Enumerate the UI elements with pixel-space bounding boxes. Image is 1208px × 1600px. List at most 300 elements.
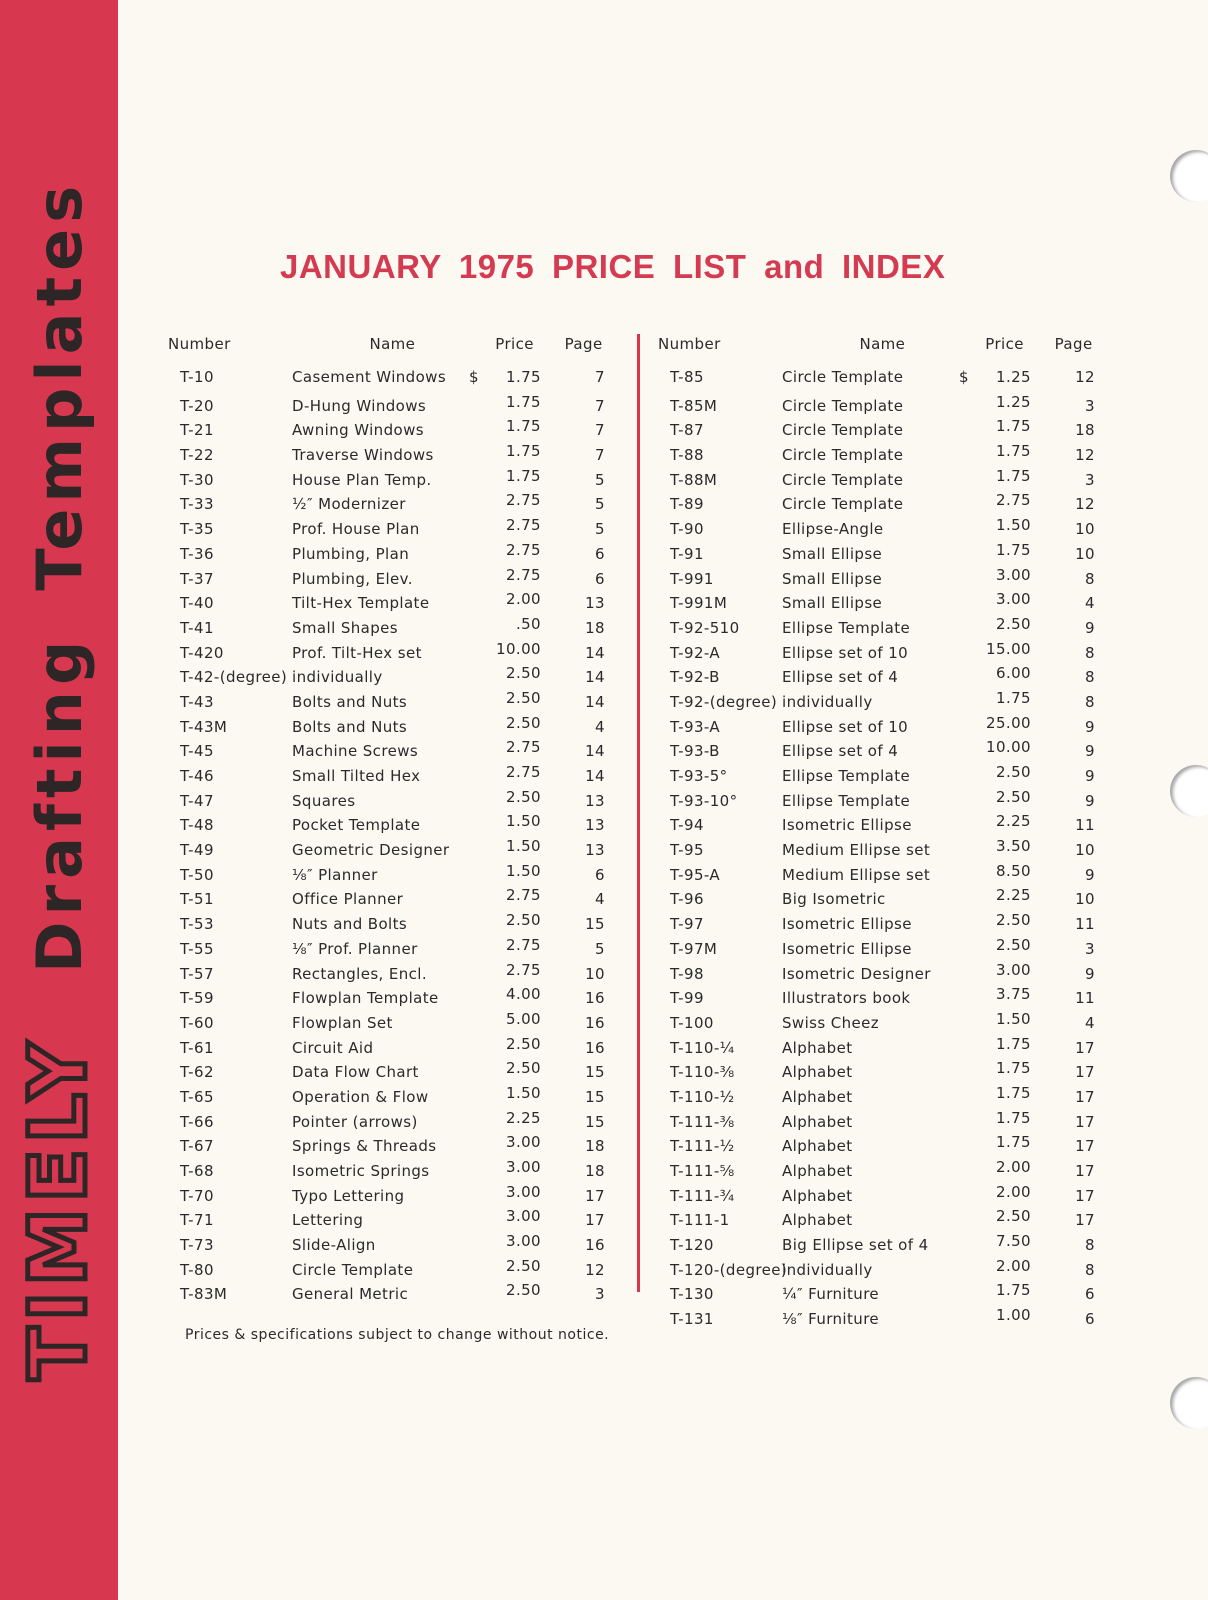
item-price — [959, 862, 1039, 880]
table-row — [168, 1133, 613, 1158]
table-row — [168, 812, 613, 837]
item-price — [959, 961, 1039, 979]
item-price — [469, 566, 549, 584]
item-page: 18 — [1075, 421, 1095, 440]
item-price — [959, 1010, 1039, 1028]
item-number: T-111-1 — [670, 1211, 730, 1230]
item-name: General Metric — [292, 1285, 409, 1304]
item-price — [959, 788, 1039, 806]
table-row — [168, 516, 613, 541]
item-name: Circle Template — [782, 368, 904, 386]
item-price — [469, 1183, 549, 1201]
currency-symbol — [959, 862, 973, 880]
price-table-left — [168, 335, 613, 1306]
item-price — [959, 1207, 1039, 1225]
price-amount: 1.75 — [506, 466, 541, 485]
item-name: Ellipse set of 10 — [782, 643, 909, 662]
item-page: 11 — [1075, 915, 1095, 934]
price-amount: 2.50 — [506, 713, 541, 732]
item-name: individually — [782, 1260, 873, 1279]
item-price — [469, 417, 549, 435]
item-number: T-22 — [180, 446, 214, 465]
item-name: individually — [782, 692, 873, 711]
currency-symbol — [469, 1059, 483, 1077]
item-page: 17 — [1075, 1063, 1095, 1082]
table-row — [658, 516, 1103, 541]
item-page: 15 — [585, 1063, 605, 1082]
table-row — [168, 590, 613, 615]
price-amount: 3.00 — [506, 1232, 541, 1251]
item-price — [959, 837, 1039, 855]
item-price — [959, 1109, 1039, 1127]
item-name: Prof. Tilt-Hex set — [292, 643, 422, 662]
currency-symbol — [959, 961, 973, 979]
item-price — [469, 886, 549, 904]
price-amount: 3.00 — [996, 960, 1031, 979]
item-page: 12 — [585, 1260, 605, 1279]
price-amount: 4.00 — [506, 985, 541, 1004]
sidebar-title — [23, 180, 96, 973]
header-price: Price — [985, 335, 1024, 353]
item-number: T-991 — [670, 569, 714, 588]
price-amount: 2.50 — [996, 1207, 1031, 1226]
item-price — [959, 911, 1039, 929]
currency-symbol — [469, 442, 483, 460]
item-number: T-47 — [180, 791, 214, 810]
item-price — [469, 812, 549, 830]
item-price — [959, 640, 1039, 658]
table-row — [658, 763, 1103, 788]
item-price — [469, 368, 549, 386]
table-row — [168, 1010, 613, 1035]
currency-symbol — [959, 812, 973, 830]
currency-symbol — [959, 763, 973, 781]
item-name: Ellipse-Angle — [782, 520, 884, 539]
item-number: T-93-10° — [670, 791, 738, 810]
item-page: 4 — [595, 717, 605, 736]
price-amount: 1.50 — [506, 1083, 541, 1102]
currency-symbol — [959, 936, 973, 954]
item-number: T-111-⅜ — [670, 1112, 735, 1131]
table-row — [168, 1207, 613, 1232]
price-amount: 1.50 — [996, 516, 1031, 535]
currency-symbol — [469, 393, 483, 411]
item-number: T-98 — [670, 964, 704, 983]
price-amount: 1.75 — [996, 1281, 1031, 1300]
item-page: 13 — [585, 594, 605, 613]
table-row — [658, 1232, 1103, 1257]
item-price — [959, 368, 1039, 386]
item-price — [959, 1232, 1039, 1250]
currency-symbol — [469, 615, 483, 633]
item-page: 8 — [1085, 1236, 1095, 1255]
price-amount: 1.75 — [996, 442, 1031, 461]
item-price — [959, 1183, 1039, 1201]
item-name: Ellipse set of 4 — [782, 742, 899, 761]
currency-symbol — [959, 1257, 973, 1275]
item-number: T-111-¾ — [670, 1186, 735, 1205]
item-page: 3 — [1085, 470, 1095, 489]
item-page: 10 — [1075, 544, 1095, 563]
price-amount: 10.00 — [986, 738, 1031, 757]
table-row — [168, 442, 613, 467]
price-amount: 2.25 — [506, 1108, 541, 1127]
item-price — [959, 442, 1039, 460]
item-price — [469, 491, 549, 509]
item-number: T-97 — [670, 915, 704, 934]
item-page: 5 — [595, 520, 605, 539]
item-page: 18 — [585, 1162, 605, 1180]
item-price — [959, 936, 1039, 954]
currency-symbol — [469, 491, 483, 509]
table-row — [658, 1158, 1103, 1183]
item-number: T-91 — [670, 544, 704, 563]
item-price — [959, 566, 1039, 584]
item-name: Rectangles, Encl. — [292, 964, 428, 983]
item-price — [469, 1010, 549, 1028]
currency-symbol — [469, 1158, 483, 1176]
item-page: 6 — [1085, 1310, 1095, 1329]
currency-symbol — [959, 417, 973, 435]
item-name: D-Hung Windows — [292, 396, 427, 415]
currency-symbol: $ — [469, 368, 479, 386]
item-page: 10 — [1075, 841, 1095, 860]
currency-symbol — [959, 664, 973, 682]
price-amount: 2.25 — [996, 812, 1031, 831]
price-amount: 2.50 — [506, 1034, 541, 1053]
item-price — [959, 1035, 1039, 1053]
item-price — [469, 1158, 549, 1176]
item-number: T-96 — [670, 890, 704, 909]
item-price — [469, 936, 549, 954]
item-number: T-991M — [670, 594, 728, 613]
currency-symbol — [959, 837, 973, 855]
item-name: Pointer (arrows) — [292, 1112, 418, 1131]
price-amount: 2.50 — [506, 688, 541, 707]
price-amount: 3.00 — [506, 1133, 541, 1152]
currency-symbol — [959, 393, 973, 411]
table-row — [658, 417, 1103, 442]
price-amount: .50 — [515, 614, 541, 633]
item-number: T-21 — [180, 421, 214, 440]
item-price — [469, 1133, 549, 1151]
item-page: 16 — [585, 1038, 605, 1057]
price-amount: 2.75 — [506, 763, 541, 781]
item-name: Circle Template — [782, 421, 904, 440]
currency-symbol — [469, 640, 483, 658]
item-page: 15 — [585, 1112, 605, 1131]
page-title: JANUARY 1975 PRICE LIST and INDEX — [280, 248, 946, 285]
item-name: Circle Template — [782, 495, 904, 514]
price-amount: 5.00 — [506, 1009, 541, 1028]
item-page: 9 — [1085, 791, 1095, 810]
item-name: Ellipse Template — [782, 791, 911, 810]
item-price — [959, 516, 1039, 534]
item-number: T-67 — [180, 1137, 214, 1156]
item-name: Isometric Ellipse — [782, 939, 912, 958]
item-name: Squares — [292, 791, 356, 810]
item-name: Plumbing, Plan — [292, 544, 410, 563]
price-amount: 1.75 — [996, 1108, 1031, 1127]
column-divider — [637, 334, 640, 1292]
price-amount: 10.00 — [496, 639, 541, 658]
item-number: T-41 — [180, 618, 214, 637]
item-price — [469, 763, 549, 781]
table-row — [168, 763, 613, 788]
item-page: 10 — [1075, 890, 1095, 909]
price-amount: 1.50 — [506, 812, 541, 831]
price-amount: 2.75 — [506, 516, 541, 535]
table-row — [658, 738, 1103, 763]
currency-symbol — [959, 1281, 973, 1299]
table-row — [658, 566, 1103, 591]
item-name: Circle Template — [782, 446, 904, 465]
item-name: Plumbing, Elev. — [292, 569, 413, 588]
item-price — [469, 1281, 549, 1299]
currency-symbol — [469, 1257, 483, 1275]
item-price — [469, 1109, 549, 1127]
price-amount: 7.50 — [996, 1232, 1031, 1251]
item-number: T-43M — [180, 717, 228, 736]
item-page: 17 — [1075, 1087, 1095, 1106]
item-price — [469, 837, 549, 855]
item-page: 3 — [595, 1285, 605, 1304]
item-page: 8 — [1085, 569, 1095, 588]
price-table-right — [658, 335, 1103, 1331]
item-name: Typo Lettering — [292, 1186, 405, 1205]
item-page: 3 — [1085, 396, 1095, 415]
item-name: Alphabet — [782, 1137, 853, 1156]
item-name: Medium Ellipse set — [782, 841, 931, 860]
currency-symbol — [959, 566, 973, 584]
item-page: 8 — [1085, 692, 1095, 711]
item-price — [959, 1059, 1039, 1077]
currency-symbol — [959, 788, 973, 806]
item-number: T-10 — [180, 368, 214, 386]
price-amount: 2.75 — [506, 491, 541, 510]
currency-symbol — [469, 862, 483, 880]
item-name: Geometric Designer — [292, 841, 450, 860]
item-price — [469, 1084, 549, 1102]
item-name: Alphabet — [782, 1087, 853, 1106]
item-number: T-131 — [670, 1310, 714, 1329]
item-name: Data Flow Chart — [292, 1063, 419, 1082]
item-page: 12 — [1075, 368, 1095, 386]
currency-symbol — [959, 1035, 973, 1053]
item-price — [959, 467, 1039, 485]
price-amount: 2.75 — [506, 935, 541, 954]
item-number: T-61 — [180, 1038, 214, 1057]
currency-symbol — [959, 714, 973, 732]
table-row — [168, 1281, 613, 1306]
item-name: Pocket Template — [292, 816, 421, 835]
currency-symbol — [469, 1084, 483, 1102]
item-price — [469, 442, 549, 460]
currency-symbol — [469, 788, 483, 806]
currency-symbol — [959, 1084, 973, 1102]
price-amount: 3.50 — [996, 837, 1031, 856]
item-number: T-420 — [180, 643, 224, 662]
currency-symbol — [959, 738, 973, 756]
item-number: T-53 — [180, 915, 214, 934]
item-page: 9 — [1085, 742, 1095, 761]
item-number: T-80 — [180, 1260, 214, 1279]
table-row — [658, 961, 1103, 986]
item-price — [469, 541, 549, 559]
price-amount: 1.50 — [506, 861, 541, 880]
item-name: Alphabet — [782, 1186, 853, 1205]
item-number: T-99 — [670, 989, 704, 1008]
item-name: Small Tilted Hex — [292, 767, 421, 785]
price-amount: 2.50 — [996, 787, 1031, 806]
currency-symbol — [959, 689, 973, 707]
price-amount: 2.75 — [506, 738, 541, 757]
table-row — [658, 491, 1103, 516]
price-amount: 1.75 — [506, 442, 541, 461]
item-price — [469, 788, 549, 806]
currency-symbol — [959, 541, 973, 559]
currency-symbol — [959, 1207, 973, 1225]
currency-symbol — [469, 961, 483, 979]
price-amount: 3.00 — [506, 1182, 541, 1201]
item-price — [469, 640, 549, 658]
item-number: T-83M — [180, 1285, 228, 1304]
item-name: Alphabet — [782, 1211, 853, 1230]
table-row — [658, 788, 1103, 813]
item-number: T-57 — [180, 964, 214, 983]
item-number: T-110-¼ — [670, 1038, 735, 1057]
item-price — [959, 1306, 1039, 1324]
table-row — [168, 1257, 613, 1282]
table-row — [168, 1158, 613, 1183]
item-name: Alphabet — [782, 1038, 853, 1057]
item-page: 8 — [1085, 668, 1095, 687]
item-price — [469, 985, 549, 1003]
price-amount: 2.75 — [506, 565, 541, 584]
table-row — [658, 837, 1103, 862]
item-number: T-70 — [180, 1186, 214, 1205]
item-page: 6 — [595, 569, 605, 588]
item-price — [469, 961, 549, 979]
item-page: 5 — [595, 470, 605, 489]
header-number: Number — [168, 335, 231, 353]
item-name: Flowplan Set — [292, 1013, 393, 1032]
table-row — [658, 590, 1103, 615]
header-page: Page — [1054, 335, 1093, 353]
currency-symbol — [469, 812, 483, 830]
price-amount: 2.00 — [996, 1158, 1031, 1176]
item-number: T-36 — [180, 544, 214, 563]
item-price — [959, 491, 1039, 509]
price-amount: 1.75 — [996, 1133, 1031, 1152]
currency-symbol — [469, 985, 483, 1003]
item-number: T-30 — [180, 470, 214, 489]
price-amount: 1.75 — [996, 688, 1031, 707]
price-amount: 2.50 — [506, 1059, 541, 1078]
item-page: 5 — [595, 495, 605, 514]
table-row — [658, 1059, 1103, 1084]
item-number: T-88M — [670, 470, 718, 489]
item-number: T-97M — [670, 939, 718, 958]
currency-symbol — [959, 911, 973, 929]
item-name: Operation & Flow — [292, 1087, 429, 1106]
header-price: Price — [495, 335, 534, 353]
table-row — [658, 862, 1103, 887]
item-number: T-94 — [670, 816, 704, 835]
item-page: 7 — [595, 396, 605, 415]
item-page: 16 — [585, 1013, 605, 1032]
item-number: T-111-⅝ — [670, 1162, 735, 1180]
item-name: Ellipse set of 10 — [782, 717, 909, 736]
price-amount: 1.25 — [996, 392, 1031, 411]
item-page: 13 — [585, 791, 605, 810]
item-number: T-40 — [180, 594, 214, 613]
currency-symbol — [959, 886, 973, 904]
currency-symbol — [959, 467, 973, 485]
table-row — [658, 911, 1103, 936]
item-price — [959, 664, 1039, 682]
item-name: Alphabet — [782, 1162, 853, 1180]
table-row — [658, 541, 1103, 566]
item-page: 17 — [1075, 1112, 1095, 1131]
currency-symbol — [469, 936, 483, 954]
price-amount: 2.75 — [506, 886, 541, 905]
item-price — [959, 1158, 1039, 1176]
item-number: T-87 — [670, 421, 704, 440]
table-row — [658, 1109, 1103, 1134]
item-name: ⅛″ Prof. Planner — [292, 939, 418, 958]
item-page: 7 — [595, 368, 605, 386]
currency-symbol — [959, 985, 973, 1003]
table-row — [658, 936, 1103, 961]
item-price — [469, 393, 549, 411]
item-name: Small Ellipse — [782, 569, 883, 588]
currency-symbol — [469, 837, 483, 855]
item-number: T-60 — [180, 1013, 214, 1032]
item-number: T-43 — [180, 692, 214, 711]
item-page: 15 — [585, 1087, 605, 1106]
item-number: T-130 — [670, 1285, 714, 1304]
price-amount: 3.00 — [506, 1207, 541, 1226]
item-page: 4 — [1085, 594, 1095, 613]
table-row — [658, 714, 1103, 739]
price-amount: 6.00 — [996, 664, 1031, 683]
item-price — [959, 689, 1039, 707]
currency-symbol — [469, 1133, 483, 1151]
currency-symbol — [469, 566, 483, 584]
price-amount: 2.50 — [506, 1256, 541, 1275]
table-row — [168, 1232, 613, 1257]
table-row — [168, 368, 613, 393]
price-amount: 2.75 — [506, 960, 541, 979]
item-number: T-50 — [180, 865, 214, 884]
item-number: T-71 — [180, 1211, 214, 1230]
item-page: 5 — [595, 939, 605, 958]
item-number: T-46 — [180, 767, 214, 785]
item-name: Isometric Ellipse — [782, 915, 912, 934]
currency-symbol — [469, 467, 483, 485]
currency-symbol — [959, 615, 973, 633]
table-row — [168, 417, 613, 442]
item-price — [959, 1257, 1039, 1275]
table-row — [168, 689, 613, 714]
currency-symbol: $ — [959, 368, 969, 386]
table-row — [168, 738, 613, 763]
item-name: Small Ellipse — [782, 544, 883, 563]
price-amount: 2.50 — [996, 614, 1031, 633]
item-name: House Plan Temp. — [292, 470, 432, 489]
price-amount: 2.50 — [506, 664, 541, 683]
